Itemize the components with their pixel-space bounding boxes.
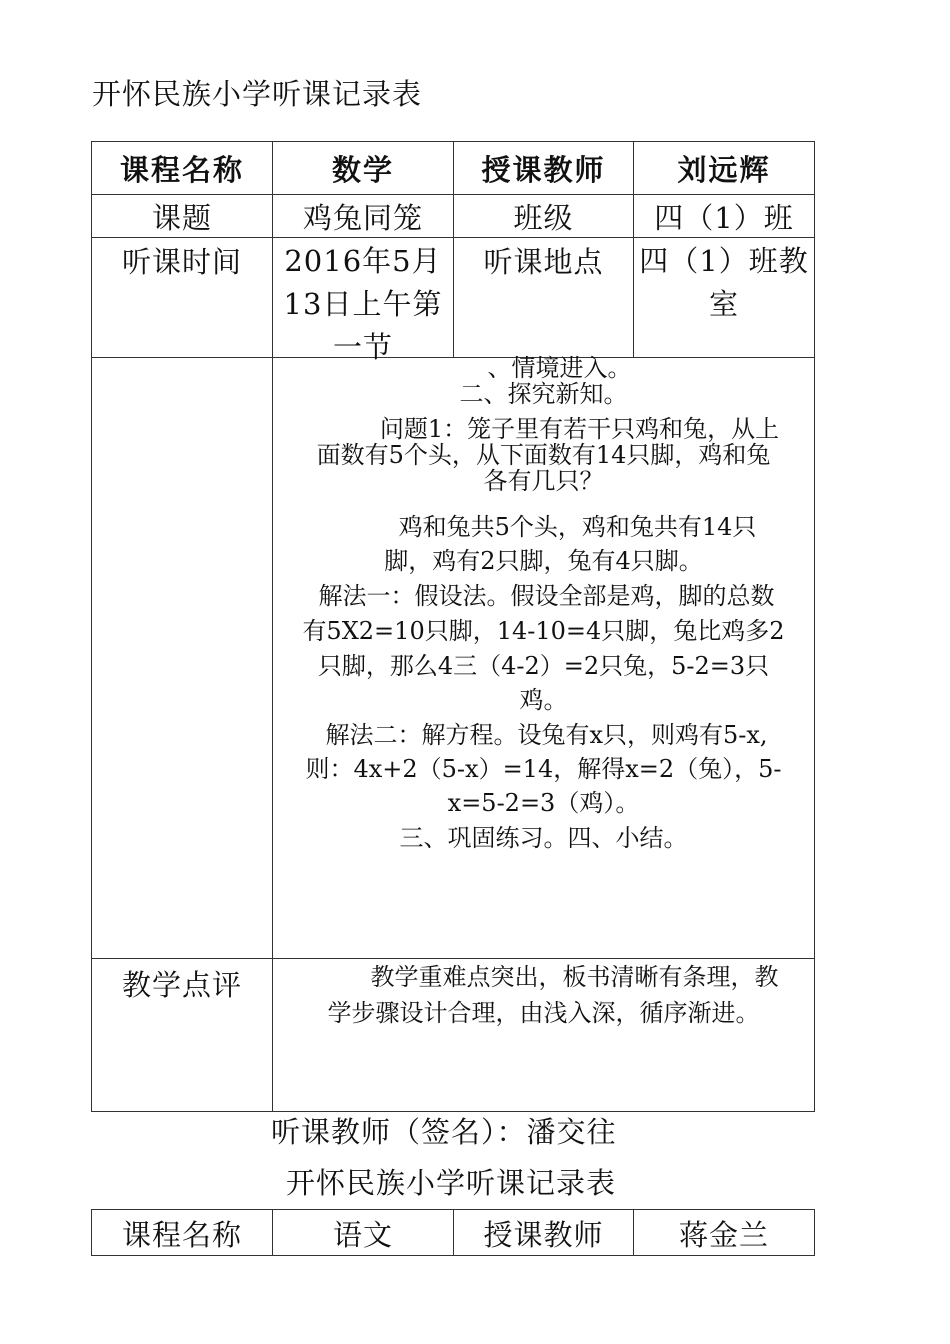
table-row [92,195,815,238]
cell-topic-label: 课题 [92,195,273,238]
cell-course-label: 课程名称 [92,1210,273,1256]
cell-review-label: 教学点评 [92,959,273,1112]
cell-content-label [92,358,273,959]
cell-topic-value: 鸡兔同笼 [273,195,454,238]
cell-course-label: 课程名称 [92,142,273,195]
cell-place-value: 四（1）班教 室 [634,238,815,358]
cell-teacher-value: 刘远辉 [634,142,815,195]
table-row [92,238,815,358]
cell-place-label: 听课地点 [454,238,634,358]
cell-teacher-label: 授课教师 [454,1210,634,1256]
table-row [92,959,815,1112]
cell-class-value: 四（1）班 [634,195,815,238]
cell-teacher-label: 授课教师 [454,142,634,195]
lesson-content: 、情境进入。 二、探究新知。 问题1：笼子里有若干只鸡和兔，从上 面数有5个头，从下面数有14只脚，鸡和兔 各有几只？ 鸡和兔共5个头，鸡和兔共有14只 脚，鸡有2只脚，兔有4只脚。 解法一：假设法。假设全部是鸡，脚的总数 有5X2=10只脚，14-10=4只脚，兔比鸡多2 只脚，那么4三（4-2）=2只兔，5-2=3只 鸡。 解法二：解方程。设兔有x只，则鸡有5-x, 则：4x+2（5-x）=14，解得x=2（兔），5- x=5-2=3（鸡）。 三、巩固练习。四、小结。 [273,358,815,959]
page-title: 开怀民族小学听课记录表 [92,77,423,111]
cell-course-value: 数学 [273,142,454,195]
lesson-record-table [91,141,815,1112]
table-row [92,1210,815,1256]
teaching-review: 教学重难点突出，板书清晰有条理，教 学步骤设计合理，由浅入深，循序渐进。 [273,959,815,1112]
table-row [92,142,815,195]
signature-line: 听课教师（签名）：潘交往 [271,1115,617,1149]
table-row [92,358,815,959]
cell-time-value: 2016年5月 13日上午第 一节 [273,238,454,358]
lesson-record-table-second [91,1209,815,1256]
cell-class-label: 班级 [454,195,634,238]
cell-course-value: 语文 [273,1210,454,1256]
page-title-second: 开怀民族小学听课记录表 [286,1166,617,1200]
cell-teacher-value: 蒋金兰 [634,1210,815,1256]
cell-time-label: 听课时间 [92,238,273,358]
